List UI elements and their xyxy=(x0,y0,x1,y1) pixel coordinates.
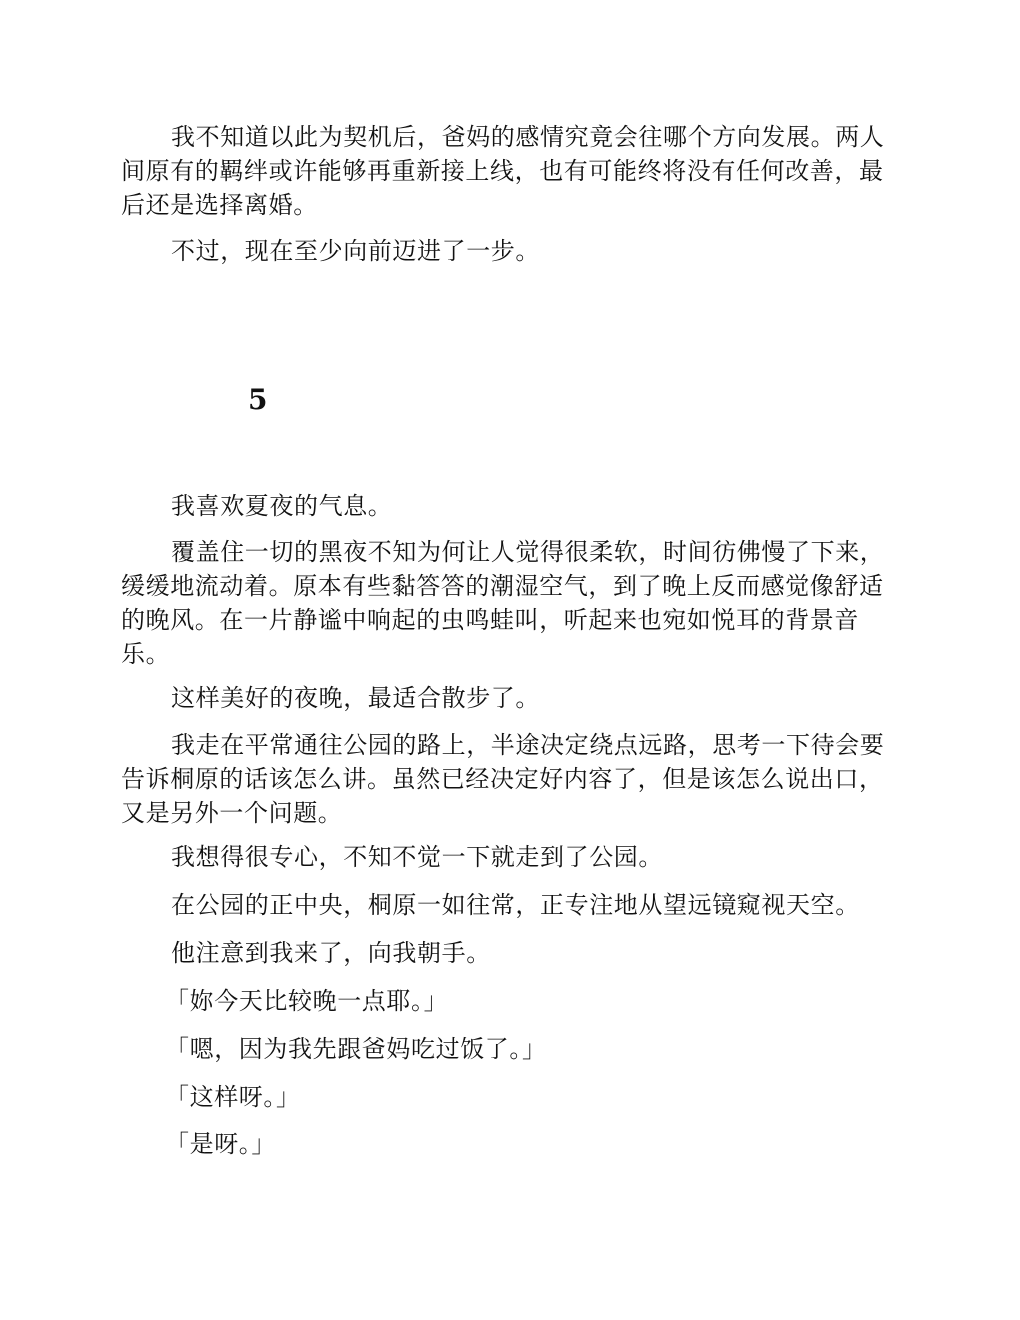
dialogue-line: 「嗯，因为我先跟爸妈吃过饭了。」 xyxy=(165,1035,547,1063)
paragraph: 我走在平常通往公园的路上，半途决定绕点远路，思考一下待会要告诉桐原的话该怎么讲。虽然已经决定好内容了，但是该怎么说出口，又是另外一个问题。 xyxy=(121,731,885,827)
dialogue-line: 「这样呀。」 xyxy=(165,1083,301,1111)
dialogue-line: 「是呀。」 xyxy=(165,1130,276,1158)
paragraph: 这样美好的夜晚，最适合散步了。 xyxy=(171,684,540,712)
paragraph: 我不知道以此为契机后，爸妈的感情究竟会往哪个方向发展。两人间原有的羁绊或许能够再重新接上线，也有可能终将没有任何改善，最后还是选择离婚。 xyxy=(121,123,885,219)
paragraph: 我想得很专心，不知不觉一下就走到了公园。 xyxy=(171,843,663,871)
paragraph: 他注意到我来了，向我朝手。 xyxy=(171,939,491,967)
dialogue-line: 「妳今天比较晚一点耶。」 xyxy=(165,987,449,1015)
paragraph: 我喜欢夏夜的气息。 xyxy=(171,492,393,520)
paragraph: 覆盖住一切的黑夜不知为何让人觉得很柔软，时间彷佛慢了下来，缓缓地流动着。原本有些黏答答的潮湿空气，到了晚上反而感觉像舒适的晚风。在一片静谧中响起的虫鸣蛙叫，听起来也宛如悦耳的背景音乐。 xyxy=(121,538,885,668)
chapter-number: 5 xyxy=(248,383,268,416)
paragraph: 在公园的正中央，桐原一如往常，正专注地从望远镜窥视天空。 xyxy=(171,891,860,919)
paragraph: 不过，现在至少向前迈进了一步。 xyxy=(171,237,540,265)
